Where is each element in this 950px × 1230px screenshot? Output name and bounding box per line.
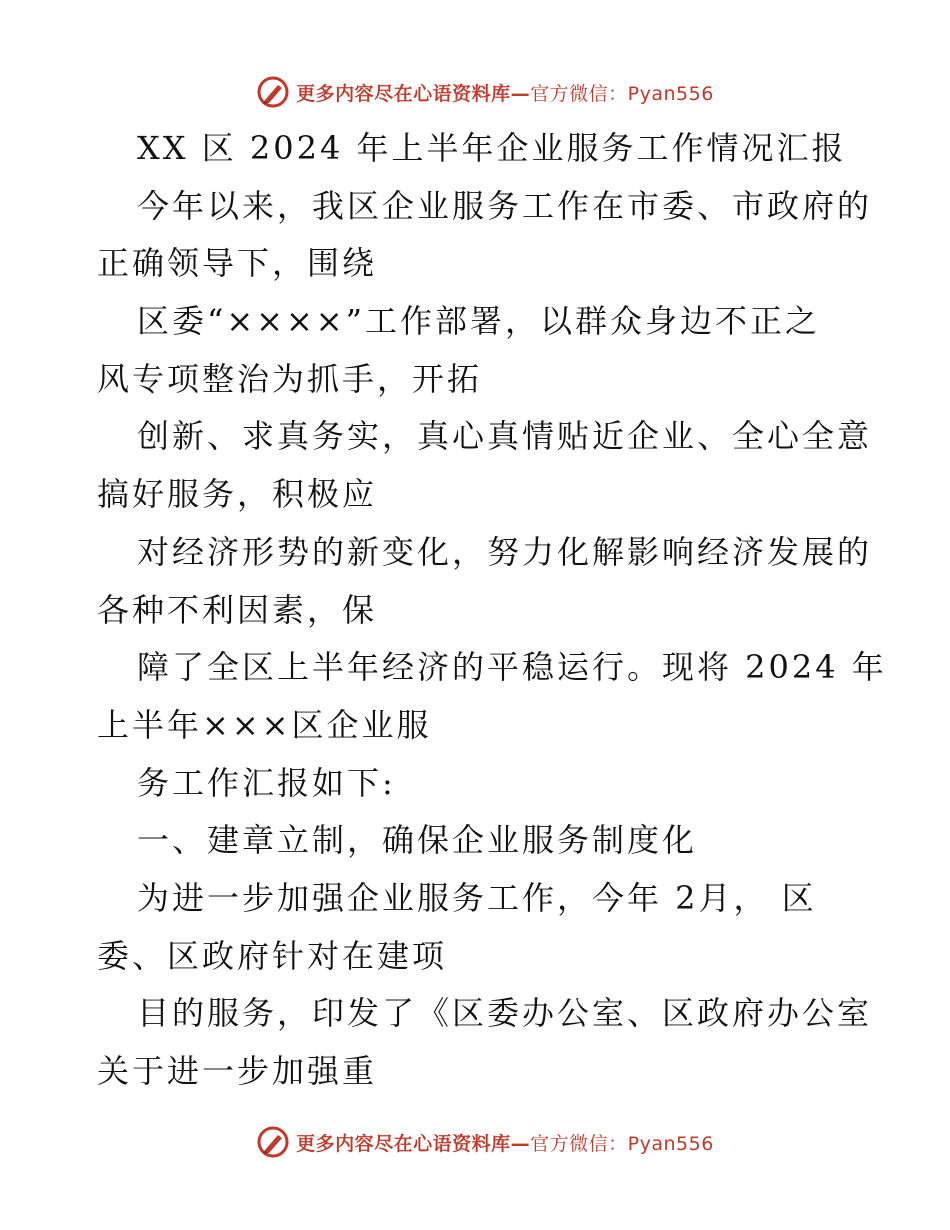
- header-banner: [0, 72, 950, 112]
- footer-banner-tail: 官方微信：Pyan556: [530, 1132, 714, 1155]
- text-line: 务工作汇报如下:: [137, 763, 396, 802]
- pen-logo-icon: [256, 75, 290, 109]
- pen-logo-icon: [256, 1125, 290, 1159]
- header-banner-main: 更多内容尽在心语资料库: [296, 82, 511, 105]
- text-line: 目的服务，印发了《区委办公室、区政府办公室: [137, 994, 873, 1033]
- footer-banner-sep: —: [510, 1132, 531, 1155]
- footer-banner-text: [296, 1129, 714, 1156]
- footer-banner: [0, 1122, 950, 1162]
- text-line: 今年以来，我区企业服务工作在市委、市政府的: [137, 186, 873, 225]
- text-line: 为进一步加强企业服务工作，今年 2月， 区: [137, 878, 817, 917]
- text-line: 委、区政府针对在建项: [97, 936, 448, 975]
- text-line: 对经济形势的新变化，努力化解影响经济发展的: [137, 532, 873, 571]
- text-line: 搞好服务，积极应: [97, 475, 378, 514]
- document-body: [97, 120, 887, 1101]
- header-banner-text: [296, 79, 714, 106]
- document-lines: [97, 178, 887, 1101]
- text-line: 正确领导下，围绕: [97, 244, 378, 283]
- document-title: XX 区 2024 年上半年企业服务工作情况汇报: [137, 129, 847, 167]
- text-line: 风专项整治为抓手，开拓: [97, 359, 483, 398]
- text-line: 关于进一步加强重: [97, 1052, 378, 1090]
- text-line: 上半年×××区企业服: [97, 705, 432, 744]
- text-line: 各种不利因素，保: [97, 590, 378, 629]
- footer-banner-main: 更多内容尽在心语资料库: [296, 1132, 511, 1155]
- header-banner-inner: [256, 75, 714, 109]
- text-line: 创新、求真务实，真心真情贴近企业、全心全意: [137, 417, 873, 456]
- header-banner-tail: 官方微信：Pyan556: [530, 82, 714, 105]
- text-line: 区委“××××”工作部署，以群众身边不正之: [137, 302, 820, 341]
- text-line: 一、建章立制，确保企业服务制度化: [137, 821, 698, 860]
- header-banner-sep: —: [510, 82, 531, 105]
- footer-banner-inner: [256, 1125, 714, 1159]
- text-line: 障了全区上半年经济的平稳运行。现将 2024 年: [137, 648, 887, 687]
